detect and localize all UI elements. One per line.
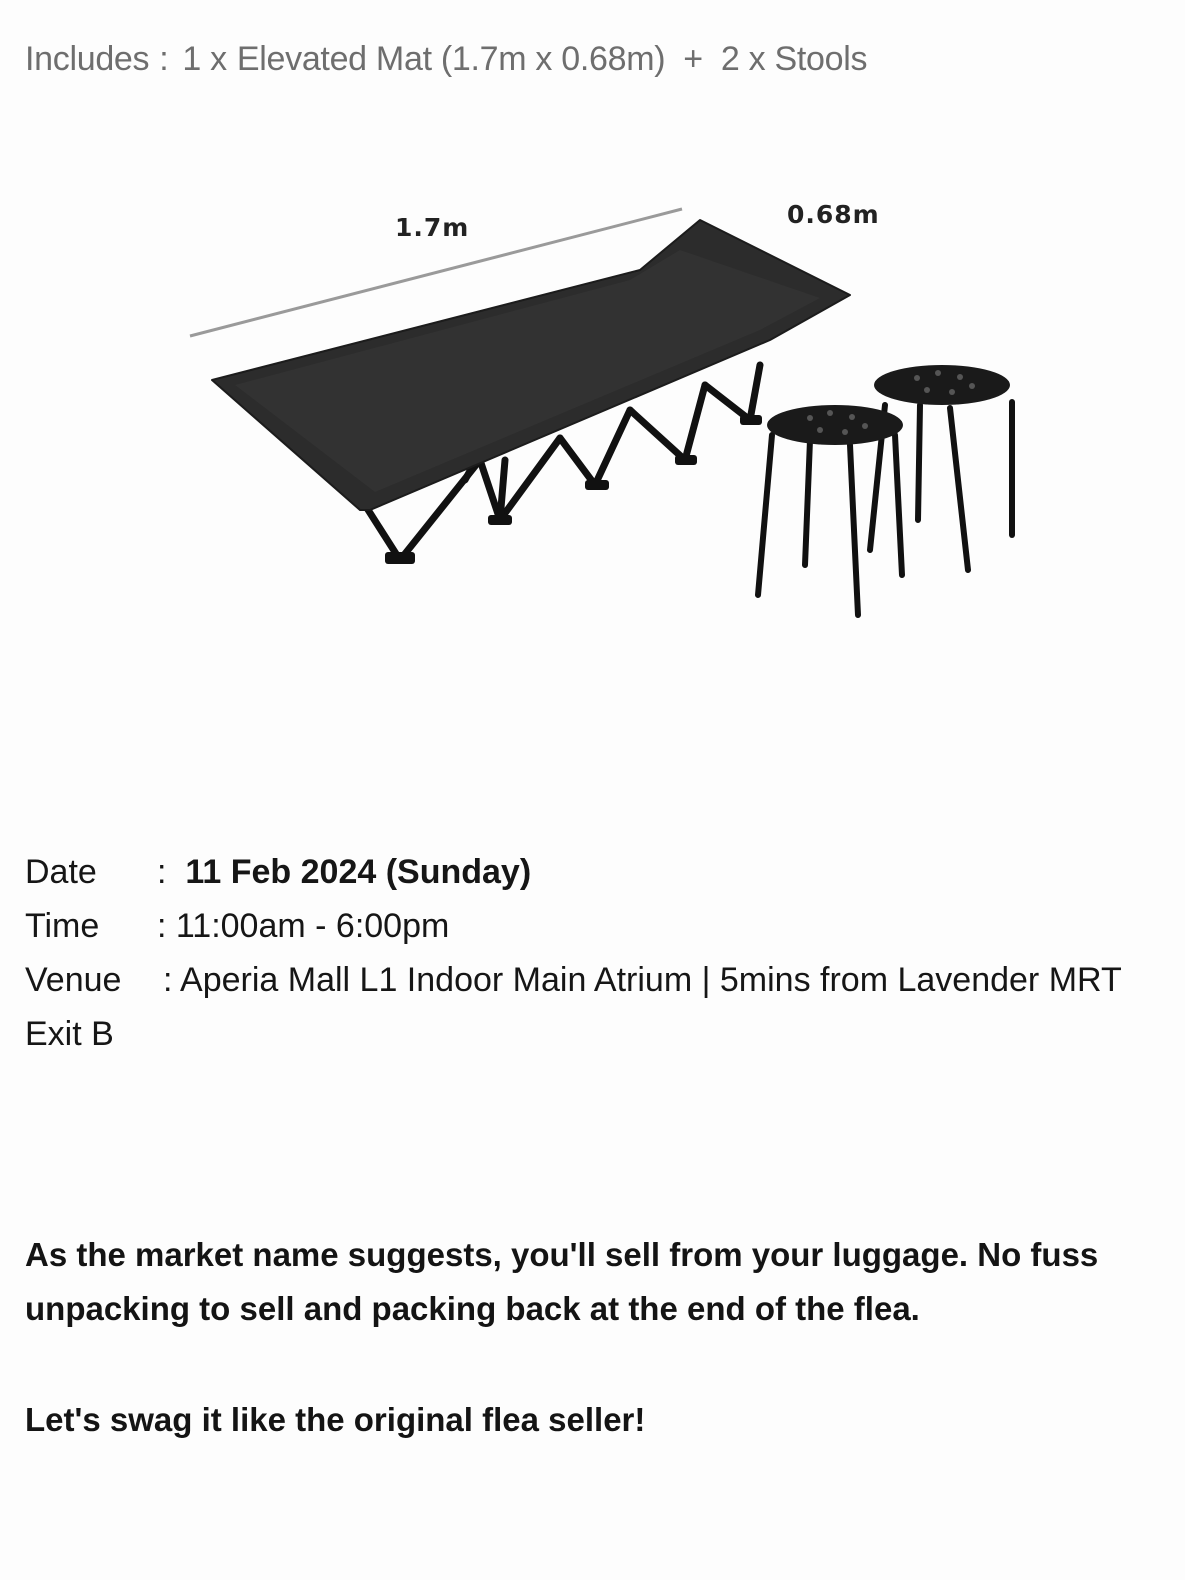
time-value: 11:00am - 6:00pm bbox=[175, 907, 450, 945]
tagline: Let's swag it like the original flea seller! bbox=[25, 1401, 646, 1438]
item2-name: 2 x Stools bbox=[720, 40, 868, 78]
venue-key: Venue bbox=[25, 961, 122, 999]
width-label: 0.68m bbox=[787, 200, 880, 229]
includes-separator: : bbox=[159, 40, 169, 78]
time-key: Time bbox=[25, 907, 100, 945]
date-value: 11 Feb 2024 (Sunday) bbox=[185, 853, 532, 891]
item1-name: Elevated Mat (1.7m x 0.68m) bbox=[236, 40, 666, 78]
stool-front-seat bbox=[767, 405, 903, 445]
stool-back-seat bbox=[874, 365, 1010, 405]
item1-quantity: 1 x bbox=[182, 40, 227, 78]
product-illustration bbox=[160, 180, 1060, 640]
includes-label: Includes bbox=[25, 40, 150, 78]
length-label: 1.7m bbox=[395, 213, 470, 242]
plus-sign: + bbox=[683, 40, 703, 78]
date-key: Date bbox=[25, 853, 97, 891]
venue-continuation: Exit B bbox=[25, 1015, 114, 1053]
description-paragraph: As the market name suggests, you'll sell from your luggage. No fuss unpacking to sell and packing back at the end of the flea. bbox=[25, 1236, 1099, 1327]
includes-line bbox=[25, 40, 867, 79]
venue-value: Aperia Mall L1 Indoor Main Atrium | 5mins from Lavender MRT bbox=[180, 961, 1122, 999]
